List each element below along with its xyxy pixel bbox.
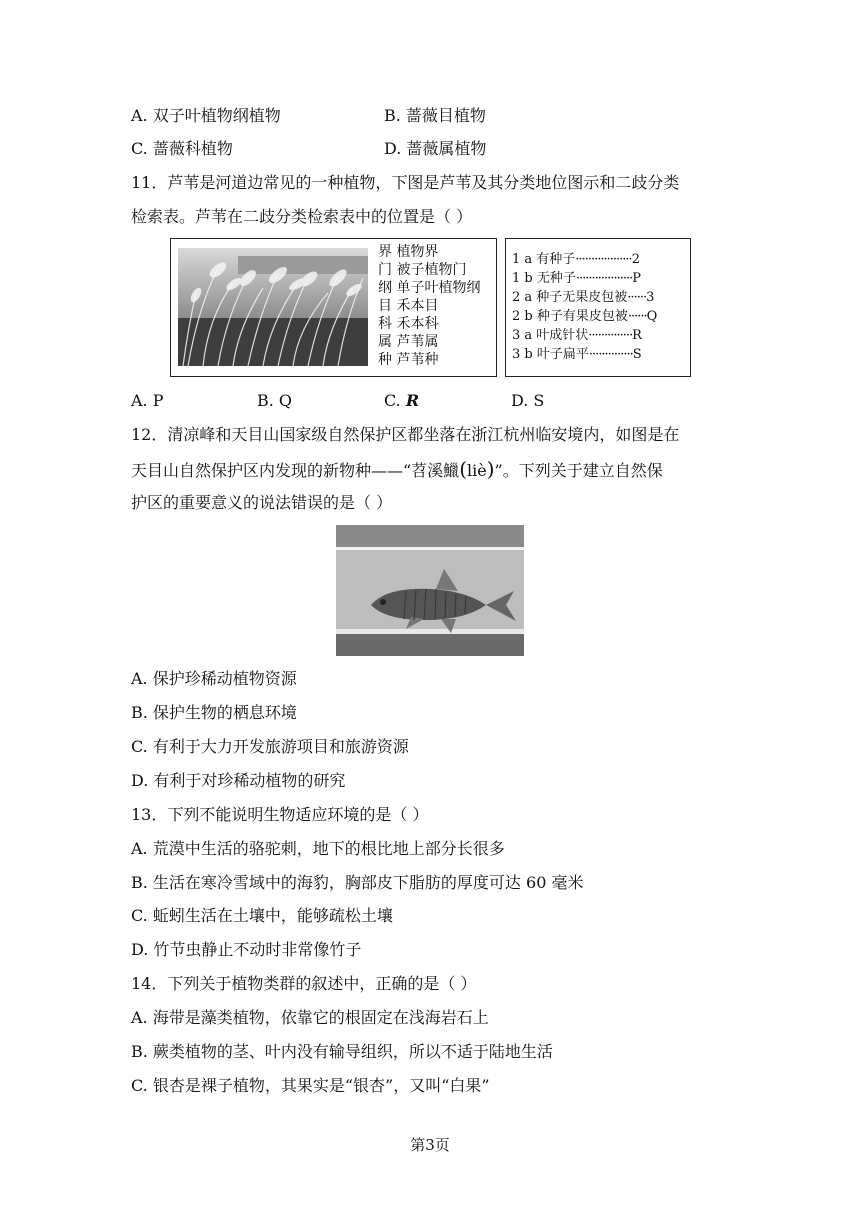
key-line-3a: 3 a 叶成针状··············R	[512, 328, 642, 343]
q11-option-a: A. P	[131, 391, 164, 410]
key-line-2b: 2 b 种子有果皮包被······Q	[512, 309, 658, 324]
q14-option-b: B. 蕨类植物的茎、叶内没有输导组织，所以不适于陆地生活	[131, 1042, 553, 1061]
taxonomy-rank-4: 目 禾本目	[378, 298, 439, 314]
key-line-1b: 1 b 无种子··················P	[512, 271, 641, 286]
q10-option-b: B. 蔷薇目植物	[384, 106, 486, 125]
q11-stem-line1: 11．芦苇是河道边常见的一种植物，下图是芦苇及其分类地位图示和二歧分类	[131, 173, 680, 192]
taxonomy-rank-7: 种 芦苇种	[378, 352, 439, 368]
key-line-2a: 2 a 种子无果皮包被······3	[512, 290, 655, 305]
fish-photo	[336, 525, 524, 656]
q12-option-a: A. 保护珍稀动植物资源	[131, 669, 297, 688]
q12-stem-line3: 护区的重要意义的说法错误的是（ ）	[131, 493, 393, 512]
q10-option-a: A. 双子叶植物纲植物	[131, 106, 281, 125]
taxonomy-rank-5: 科 禾本科	[378, 316, 439, 332]
q14-option-c: C. 银杏是裸子植物，其果实是“银杏”，又叫“白果”	[131, 1076, 490, 1095]
q12-option-d: D. 有利于对珍稀动植物的研究	[131, 771, 346, 790]
q10-option-c: C. 蔷薇科植物	[131, 139, 233, 158]
q12-option-c: C. 有利于大力开发旅游项目和旅游资源	[131, 737, 409, 756]
q14-option-a: A. 海带是藻类植物，依靠它的根固定在浅海岩石上	[131, 1008, 489, 1027]
q13-option-b: B. 生活在寒冷雪域中的海豹，胸部皮下脂肪的厚度可达 60 毫米	[131, 873, 584, 892]
q11-option-b: B. Q	[257, 391, 293, 410]
q13-stem: 13．下列不能说明生物适应环境的是（ ）	[131, 805, 429, 824]
q10-option-d: D. 蔷薇属植物	[384, 139, 487, 158]
dichotomous-key-table	[505, 238, 691, 377]
q11-option-d: D. S	[511, 391, 545, 410]
reed-taxonomy-figure	[170, 238, 497, 377]
q13-option-a: A. 荒漠中生活的骆驼刺，地下的根比地上部分长很多	[131, 839, 505, 858]
q12-stem-line2: 天目山自然保护区内发现的新物种——“苕溪鱲(liè)”。下列关于建立自然保	[131, 457, 663, 481]
page-number: 第3页	[410, 1136, 450, 1154]
reed-photo	[178, 248, 368, 366]
taxonomy-rank-3: 纲 单子叶植物纲	[378, 280, 481, 296]
taxonomy-rank-2: 门 被子植物门	[378, 262, 467, 278]
q12-option-b: B. 保护生物的栖息环境	[131, 703, 297, 722]
key-line-3b: 3 b 叶子扁平··············S	[512, 347, 642, 362]
q11-option-c: C. R	[384, 391, 420, 410]
q14-stem: 14．下列关于植物类群的叙述中，正确的是（ ）	[131, 974, 477, 993]
taxonomy-rank-1: 界 植物界	[378, 244, 439, 260]
q12-stem-line1: 12．清凉峰和天目山国家级自然保护区都坐落在浙江杭州临安境内，如图是在	[131, 425, 680, 444]
q11-stem-line2: 检索表。芦苇在二歧分类检索表中的位置是（ ）	[131, 207, 473, 226]
q13-option-c: C. 蚯蚓生活在土壤中，能够疏松土壤	[131, 906, 393, 925]
q13-option-d: D. 竹节虫静止不动时非常像竹子	[131, 940, 362, 959]
taxonomy-rank-6: 属 芦苇属	[378, 334, 439, 350]
key-line-1a: 1 a 有种子··················2	[512, 252, 640, 267]
